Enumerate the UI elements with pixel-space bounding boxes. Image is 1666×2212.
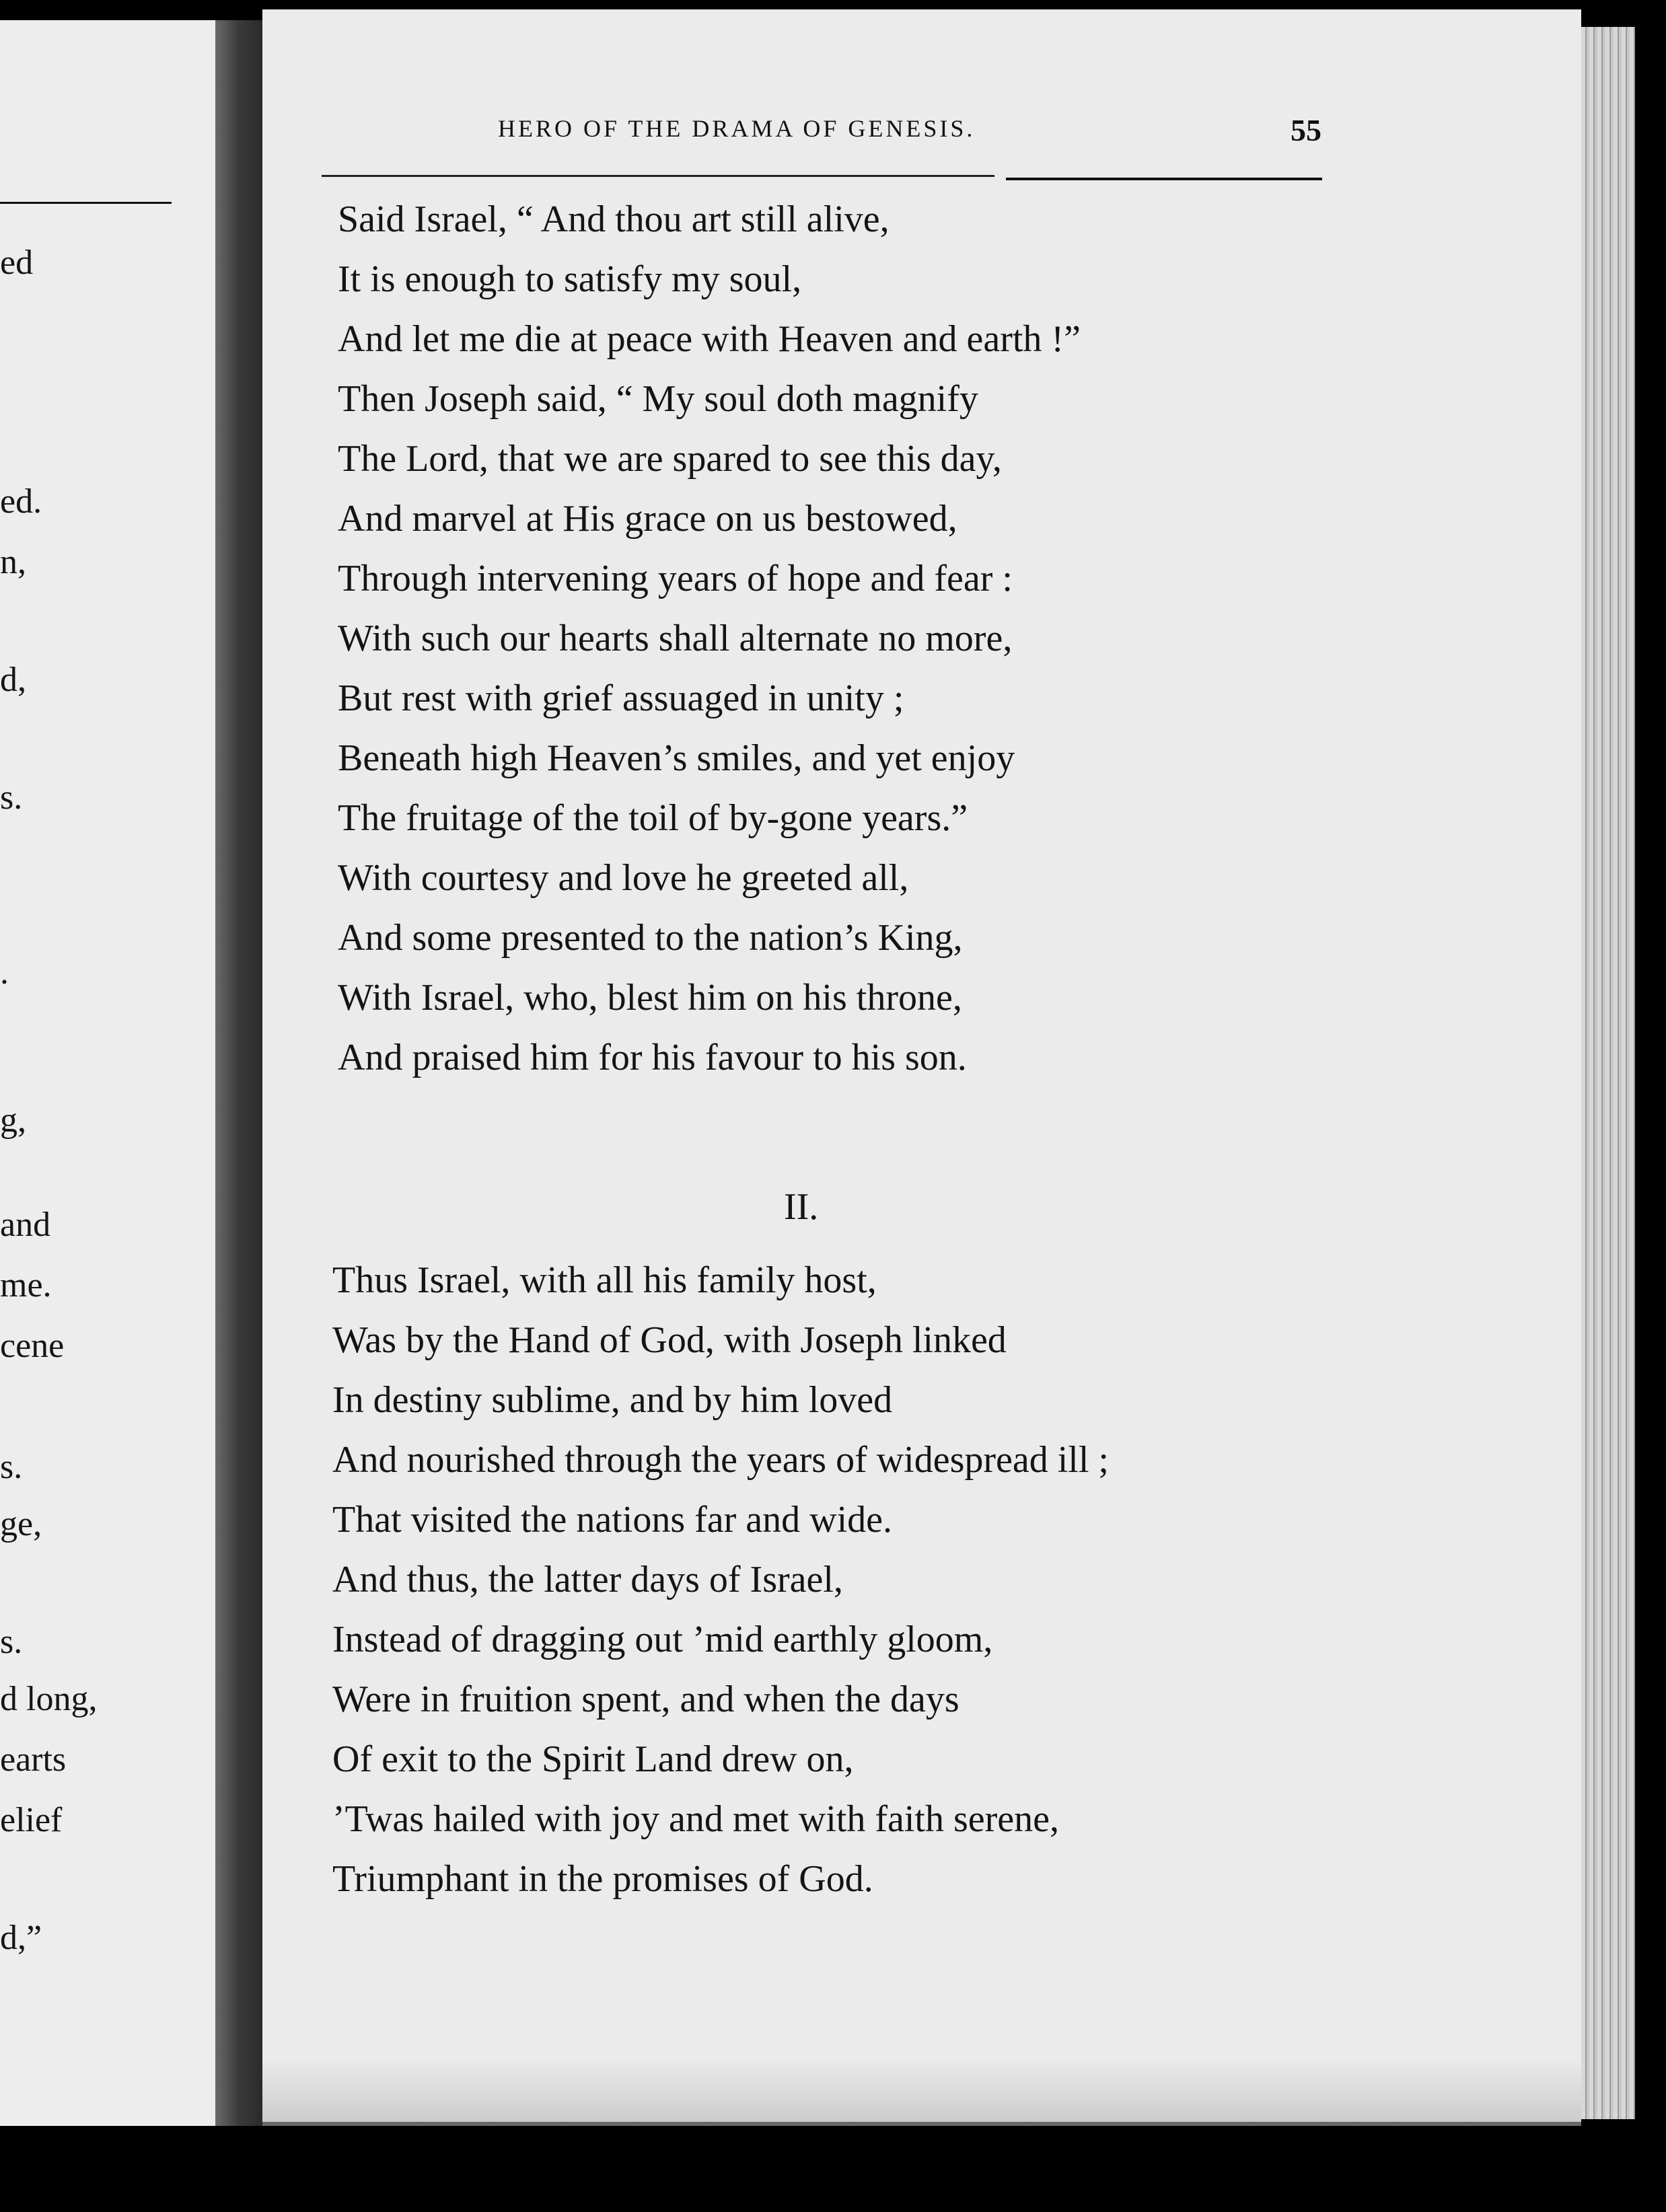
verse-line: Thus Israel, with all his family host, xyxy=(332,1259,877,1301)
verse-line: Were in fruition spent, and when the days xyxy=(332,1679,959,1720)
section-heading: II. xyxy=(784,1186,819,1228)
left-page-fragment: me. xyxy=(0,1266,52,1304)
verse-line: The Lord, that we are spared to see this day, xyxy=(338,438,1002,480)
verse-line: And praised him for his favour to his son. xyxy=(338,1037,967,1078)
left-page-fragment: elief xyxy=(0,1801,63,1839)
verse-line: That visited the nations far and wide. xyxy=(332,1499,892,1541)
verse-line: And let me die at peace with Heaven and earth !” xyxy=(338,318,1081,360)
verse-line: With Israel, who, blest him on his throne, xyxy=(338,977,962,1019)
left-page-fragment: ed. xyxy=(0,482,42,521)
page-shadow xyxy=(262,2059,1581,2126)
verse-line: Instead of dragging out ’mid earthly gloom, xyxy=(332,1619,993,1660)
left-page-fragment: n, xyxy=(0,543,26,581)
verse-line: And nourished through the years of widespread ill ; xyxy=(332,1439,1109,1481)
header-rule xyxy=(322,175,994,177)
verse-line: Said Israel, “ And thou art still alive, xyxy=(338,198,890,240)
verse-line: Triumphant in the promises of God. xyxy=(332,1858,873,1900)
page-number: 55 xyxy=(1291,113,1321,147)
verse-line: Through intervening years of hope and fear : xyxy=(338,558,1013,599)
verse-line: And marvel at His grace on us bestowed, xyxy=(338,498,957,540)
left-page-fragment: ge, xyxy=(0,1505,42,1543)
verse-line: ’Twas hailed with joy and met with faith serene, xyxy=(332,1798,1059,1840)
left-page xyxy=(0,20,236,2126)
verse-line: But rest with grief assuaged in unity ; xyxy=(338,677,904,719)
left-page-rule xyxy=(0,202,172,204)
verse-line: Beneath high Heaven’s smiles, and yet enjoy xyxy=(338,737,1015,779)
verse-line: It is enough to satisfy my soul, xyxy=(338,258,802,300)
verse-line: And thus, the latter days of Israel, xyxy=(332,1559,843,1600)
left-page-fragment: s. xyxy=(0,778,23,817)
left-page-fragment: . xyxy=(0,953,9,992)
book-gutter xyxy=(215,20,262,2126)
verse-line: Then Joseph said, “ My soul doth magnify xyxy=(338,378,978,420)
verse-line: In destiny sublime, and by him loved xyxy=(332,1379,893,1421)
left-page-fragment: earts xyxy=(0,1740,67,1779)
header-rule xyxy=(1006,178,1322,180)
verse-line: And some presented to the nation’s King, xyxy=(338,917,963,959)
left-page-fragment: s. xyxy=(0,1448,23,1486)
verse-line: The fruitage of the toil of by-gone years.” xyxy=(338,797,968,839)
page-edges xyxy=(1581,27,1635,2119)
verse-line: Was by the Hand of God, with Joseph linked xyxy=(332,1319,1007,1361)
left-page-fragment: g, xyxy=(0,1101,26,1140)
left-page-fragment: cene xyxy=(0,1327,65,1365)
left-page-fragment: s. xyxy=(0,1623,23,1661)
left-page-fragment: and xyxy=(0,1206,51,1244)
verse-line: With such our hearts shall alternate no more, xyxy=(338,618,1013,659)
left-page-fragment: d long, xyxy=(0,1680,98,1718)
running-head: HERO OF THE DRAMA OF GENESIS. xyxy=(498,115,976,142)
left-page-fragment: ed xyxy=(0,244,34,282)
left-page-fragment: d, xyxy=(0,661,26,699)
verse-line: With courtesy and love he greeted all, xyxy=(338,857,909,899)
left-page-fragment: d,” xyxy=(0,1919,42,1957)
verse-line: Of exit to the Spirit Land drew on, xyxy=(332,1738,854,1780)
